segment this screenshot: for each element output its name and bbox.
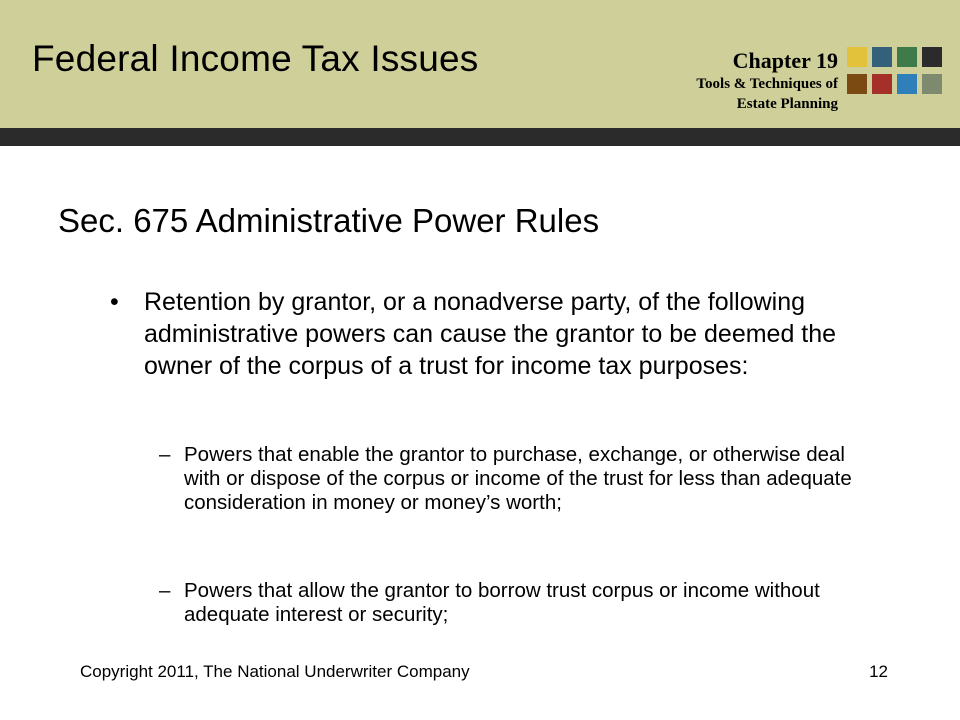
- chapter-block: [696, 48, 838, 114]
- chapter-subtitle-line1: Tools & Techniques of: [696, 76, 838, 92]
- sub-bullet-marker: –: [159, 443, 171, 466]
- header-divider: [0, 128, 960, 146]
- decor-square: [922, 47, 942, 67]
- slide-title: Sec. 675 Administrative Power Rules: [58, 202, 600, 239]
- sub-bullet-text: Powers that allow the grantor to borrow trust corpus or income without adequate interest or security;: [184, 579, 820, 626]
- decor-square: [872, 74, 892, 94]
- footer-copyright: Copyright 2011, The National Underwriter Company: [80, 662, 470, 681]
- sub-bullet-text: Powers that enable the grantor to purchase, exchange, or otherwise deal with or dispose of the corpus or income of the trust for less than adequate consideration in money or money’s worth;: [184, 443, 852, 514]
- chapter-label: Chapter 19: [732, 48, 838, 73]
- sub-bullet-2: [159, 579, 874, 627]
- chapter-subtitle-line2: Estate Planning: [736, 96, 838, 112]
- sub-bullet-1: [159, 443, 874, 515]
- decorative-squares: [847, 47, 943, 97]
- page-number: 12: [869, 662, 888, 681]
- sub-bullet-marker: –: [159, 579, 171, 602]
- decor-square: [847, 74, 867, 94]
- decor-square: [872, 47, 892, 67]
- bullet-text: Retention by grantor, or a nonadverse party, of the following administrative powers can cause the grantor to be deemed the owner of the corpus of a trust for income tax purposes:: [144, 288, 837, 380]
- decor-square: [897, 74, 917, 94]
- decor-square: [922, 74, 942, 94]
- decor-square: [897, 47, 917, 67]
- bullet-marker: •: [110, 288, 119, 316]
- main-bullet: [110, 286, 870, 382]
- decor-square: [847, 47, 867, 67]
- course-title: Federal Income Tax Issues: [32, 38, 479, 79]
